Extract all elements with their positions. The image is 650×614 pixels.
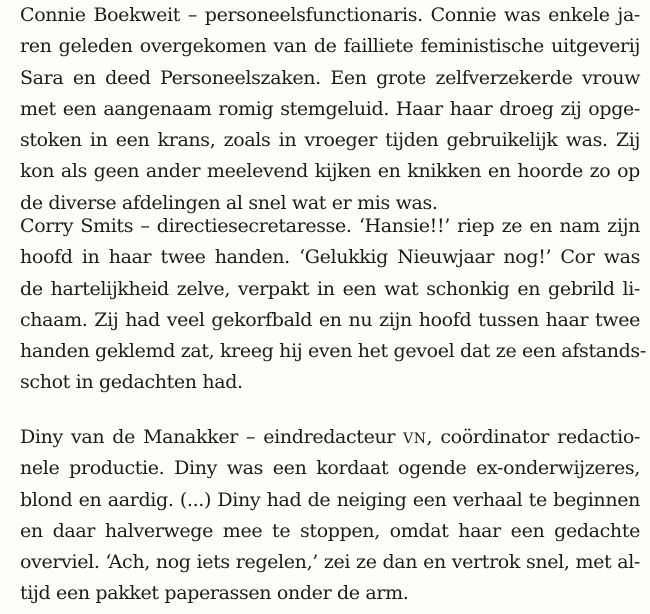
text-line: en daar halverwege mee te stoppen, omdat haar een gedachte	[20, 519, 640, 542]
text-line: handen geklemd zat, kreeg hij even het gevoel dat ze een afstands-	[20, 340, 646, 363]
text-line: overviel. ‘Ach, nog iets regelen,’ zei ze dan en vertrok snel, met al-	[20, 551, 640, 574]
text-line: stoken in een krans, zoals in vroeger tijden gebruikelijk was. Zij	[20, 129, 640, 152]
text-line: Sara en deed Personeelszaken. Een grote zelfverzekerde vrouw	[20, 66, 640, 89]
text-line-last: de diverse afdelingen al snel wat er mis was.	[20, 191, 438, 214]
text-line: hoofd in haar twee handen. ‘Gelukkig Nieuwjaar nog!’ Cor was	[20, 246, 640, 269]
text-line-first	[20, 422, 640, 453]
text-line: chaam. Zij had veel gekorfbald en nu zijn hoofd tussen haar twee	[20, 308, 640, 331]
text-segment: Diny van de Manakker – eindredacteur	[20, 426, 404, 448]
text-line: ren geleden overgekomen van de failliete feministische uitgeverij	[20, 35, 640, 58]
paragraph-corry-smits	[20, 211, 646, 399]
paragraph-connie-boekweit	[20, 0, 640, 219]
paragraph-diny-van-de-manakker	[20, 422, 640, 610]
text-line: nele productie. Diny was een kordaat ogende ex-onderwijzeres,	[20, 457, 640, 480]
text-line: met een aangenaam romig stemgeluid. Haar haar droeg zij opge-	[20, 97, 640, 120]
text-line: Connie Boekweit – personeelsfunctionaris. Connie was enkele ja-	[20, 4, 640, 26]
text-line: blond en aardig. (...) Diny had de neiging een verhaal te beginnen	[20, 488, 640, 511]
text-line: kon als geen ander meelevend kijken en knikken en hoorde zo op	[20, 160, 640, 183]
text-segment: , coördinator redactio-	[426, 426, 640, 448]
text-line-last: tijd een pakket paperassen onder de arm.	[20, 582, 409, 605]
text-line-last: schot in gedachten had.	[20, 371, 243, 394]
text-line: de hartelijkheid zelve, verpakt in een wat schonkig en gebrild li-	[20, 277, 640, 300]
text-line: Corry Smits – directiesecretaresse. ‘Hansie!!’ riep ze en nam zijn	[20, 215, 640, 237]
small-caps-vn: VN	[403, 431, 427, 447]
